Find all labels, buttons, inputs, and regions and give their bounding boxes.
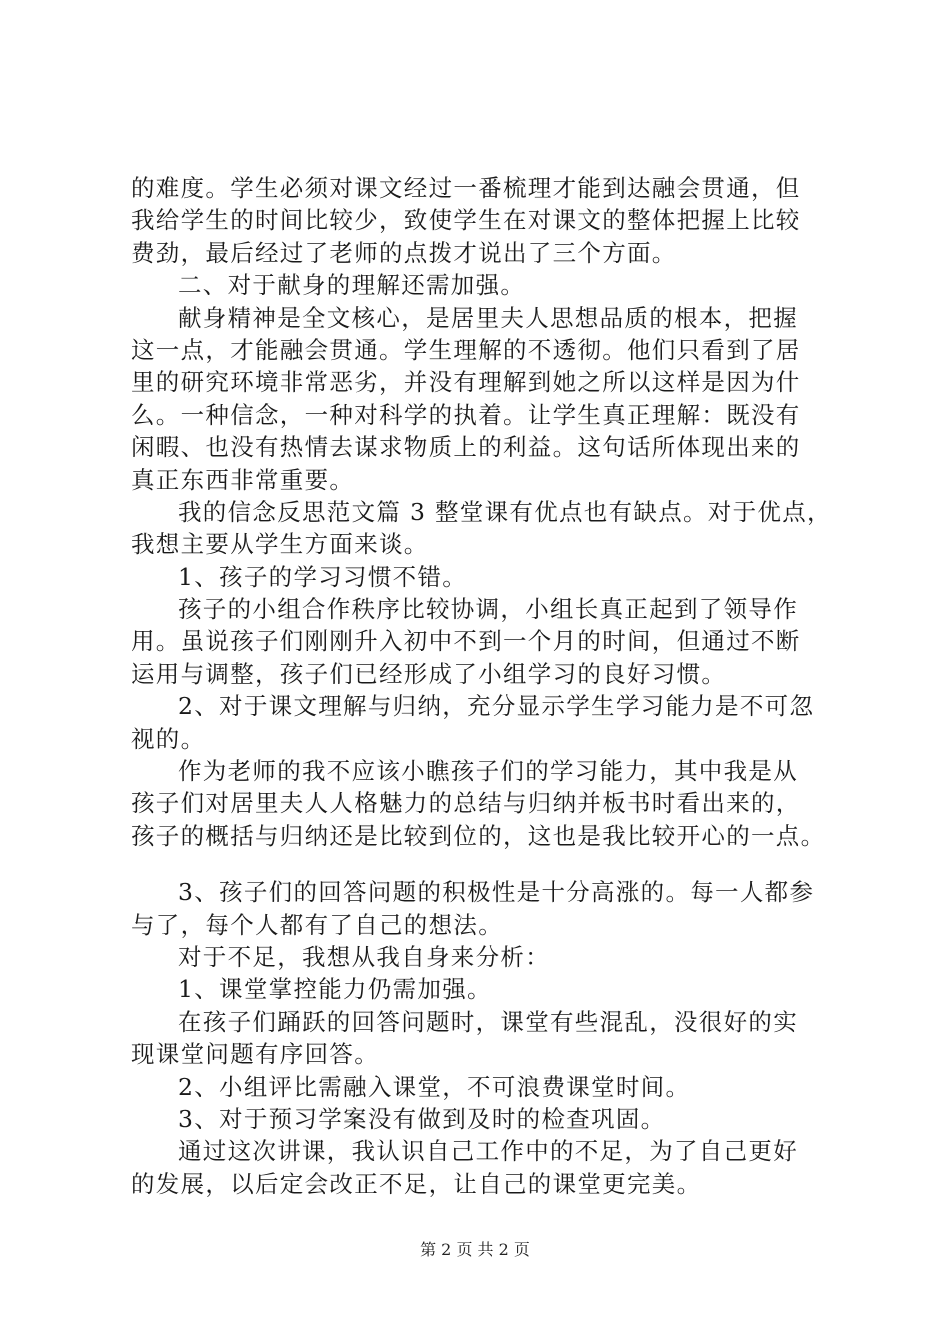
section-heading: 二、对于献身的理解还需加强。 (178, 271, 526, 300)
text-line: 这一点，才能融会贯通。学生理解的不透彻。他们只看到了居 (131, 335, 801, 364)
paragraph-start: 通过这次讲课，我认识自己工作中的不足，为了自己更好 (178, 1137, 798, 1166)
text-line: 闲暇、也没有热情去谋求物质上的利益。这句话所体现出来的 (131, 433, 801, 462)
paragraph-start: 献身精神是全文核心，是居里夫人思想品质的根本，把握 (178, 303, 798, 332)
paragraph-start: 孩子的小组合作秩序比较协调，小组长真正起到了领导作 (178, 595, 798, 624)
document-body (131, 172, 843, 1200)
text-line: 视的。 (131, 724, 206, 753)
text-line: 孩子的概括与归纳还是比较到位的，这也是我比较开心的一点。 (131, 821, 826, 850)
text-line: 我想主要从学生方面来谈。 (131, 530, 429, 559)
list-item: 2、对于课文理解与归纳，充分显示学生学习能力是不可忽 (178, 692, 815, 721)
list-item: 2、小组评比需融入课堂，不可浪费课堂时间。 (178, 1072, 691, 1101)
text-line: 与了，每个人都有了自己的想法。 (131, 910, 503, 939)
text-line: 运用与调整，孩子们已经形成了小组学习的良好习惯。 (131, 659, 727, 688)
paragraph-start: 作为老师的我不应该小瞧孩子们的学习能力，其中我是从 (178, 757, 798, 786)
list-item: 1、课堂掌控能力仍需加强。 (178, 975, 492, 1004)
text-line: 我给学生的时间比较少，致使学生在对课文的整体把握上比较 (131, 206, 801, 235)
text-line: 费劲，最后经过了老师的点拨才说出了三个方面。 (131, 238, 677, 267)
text-line: 的难度。学生必须对课文经过一番梳理才能到达融会贯通，但 (131, 174, 801, 202)
blank-line (131, 852, 843, 876)
text-line: 的发展，以后定会改正不足，让自己的课堂更完美。 (131, 1169, 702, 1198)
page-number-footer: 第 2 页 共 2 页 (420, 1240, 530, 1259)
text-line: 么。一种信念，一种对科学的执着。让学生真正理解：既没有 (131, 400, 801, 429)
list-item: 1、孩子的学习习惯不错。 (178, 562, 468, 591)
text-line: 真正东西非常重要。 (131, 465, 355, 494)
text-line: 现课堂问题有序回答。 (131, 1040, 379, 1069)
paragraph-start: 对于不足，我想从我自身来分析： (178, 942, 550, 971)
text-line: 里的研究环境非常恶劣，并没有理解到她之所以这样是因为什 (131, 368, 801, 397)
paragraph-start: 我的信念反思范文篇 3 整堂课有优点也有缺点。对于优点， (178, 497, 832, 526)
text-line: 孩子们对居里夫人人格魅力的总结与归纳并板书时看出来的， (131, 789, 801, 818)
list-item: 3、孩子们的回答问题的积极性是十分高涨的。每一人都参 (178, 878, 815, 907)
paragraph-start: 在孩子们踊跃的回答问题时，课堂有些混乱，没很好的实 (178, 1007, 798, 1036)
text-line: 用。虽说孩子们刚刚升入初中不到一个月的时间，但通过不断 (131, 627, 801, 656)
list-item: 3、对于预习学案没有做到及时的检查巩固。 (178, 1104, 666, 1133)
